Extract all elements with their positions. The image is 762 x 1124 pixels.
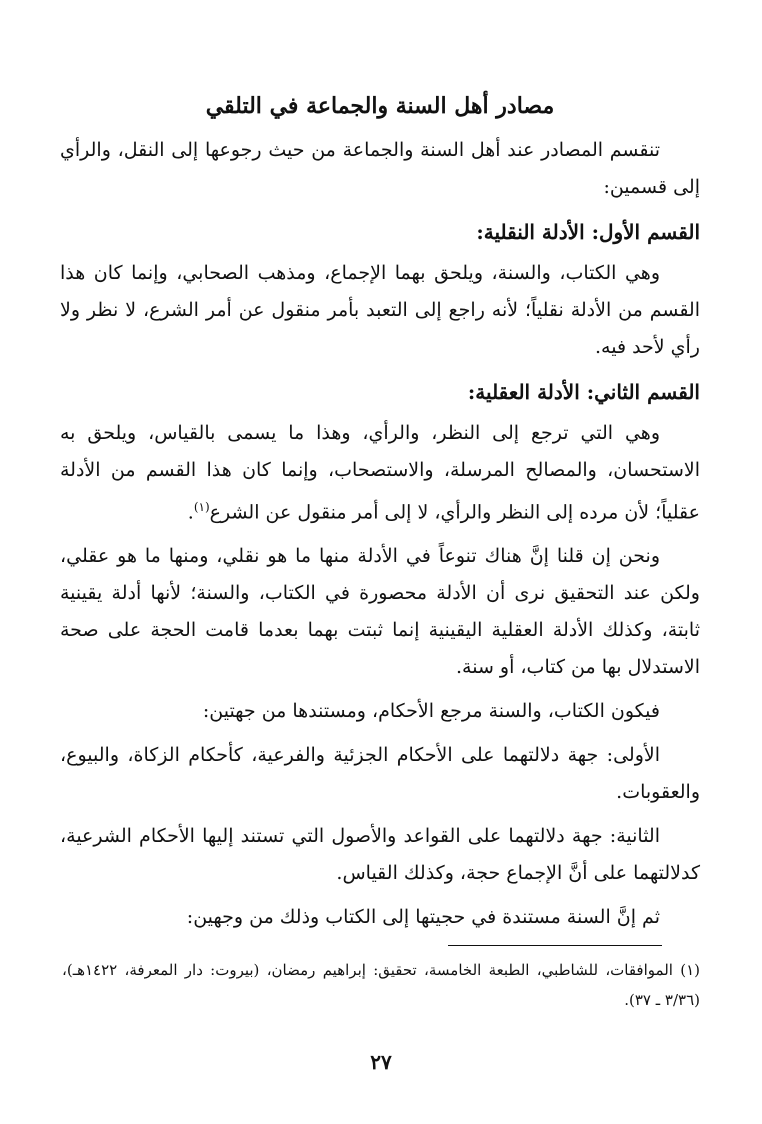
body-paragraph: ونحن إن قلنا إنَّ هناك تنوعاً في الأدلة منها ما هو نقلي، ومنها ما هو عقلي، ولكن عند التحقيق نرى أن الأدلة محصورة في الكتاب، والسنة؛ لأنها أدلة يقينية ثابتة، وكذلك الأدلة العقلية اليقينية إنما ثبتت بهما بعدما قامت الحجة على صحة الاستدلال بها من كتاب، أو سنة. — [60, 545, 700, 679]
body-paragraph: ثم إنَّ السنة مستندة في حجيتها إلى الكتاب وذلك من وجهين: — [186, 906, 660, 929]
section2-text: وهي التي ترجع إلى النظر، والرأي، وهذا ما يسمى بالقياس، ويلحق به الاستحسان، والمصالح المرسلة، والاستصحاب، وإنما كان هذا القسم من الأدلة عقلياً؛ لأن مرده إلى النظر والرأي، لا إلى أمر منقول عن الشرع — [60, 422, 700, 524]
section1-paragraph: وهي الكتاب، والسنة، ويلحق بهما الإجماع، ومذهب الصحابي، وإنما كان هذا القسم من الأدلة نقلياً؛ لأنه راجع إلى التعبد بأمر منقول عن أمر الشرع، لا نظر ولا رأي لأحد فيه. — [60, 262, 700, 358]
body-paragraph: الثانية: جهة دلالتهما على القواعد والأصول التي تستند إليها الأحكام الشرعية، كدلالتهما على أنَّ الإجماع حجة، وكذلك القياس. — [60, 825, 700, 885]
page-number: ٢٧ — [370, 1050, 392, 1074]
section2-paragraph — [60, 415, 700, 531]
section2-end: . — [187, 501, 194, 524]
page-title: مصادر أهل السنة والجماعة في التلقي — [205, 93, 555, 119]
footnote-ref[interactable]: (١) — [193, 500, 210, 514]
section2-heading: القسم الثاني: الأدلة العقلية: — [467, 380, 700, 404]
intro-paragraph: تنقسم المصادر عند أهل السنة والجماعة من حيث رجوعها إلى النقل، والرأي إلى قسمين: — [60, 139, 700, 198]
body-paragraph: الأولى: جهة دلالتهما على الأحكام الجزئية والفرعية، كأحكام الزكاة، والبيوع، والعقوبات. — [60, 744, 700, 804]
body-paragraph: فيكون الكتاب، والسنة مرجع الأحكام، ومستندها من جهتين: — [202, 700, 660, 723]
page-body — [60, 88, 700, 943]
section1-heading: القسم الأول: الأدلة النقلية: — [476, 220, 700, 244]
footnote-divider — [448, 945, 662, 946]
footnote: (١) الموافقات، للشاطبي، الطبعة الخامسة، تحقيق: إبراهيم رمضان، (بيروت: دار المعرفة، ١٤٢٢هـ)، (٣/٣٦ ـ ٣٧). — [62, 961, 700, 1009]
